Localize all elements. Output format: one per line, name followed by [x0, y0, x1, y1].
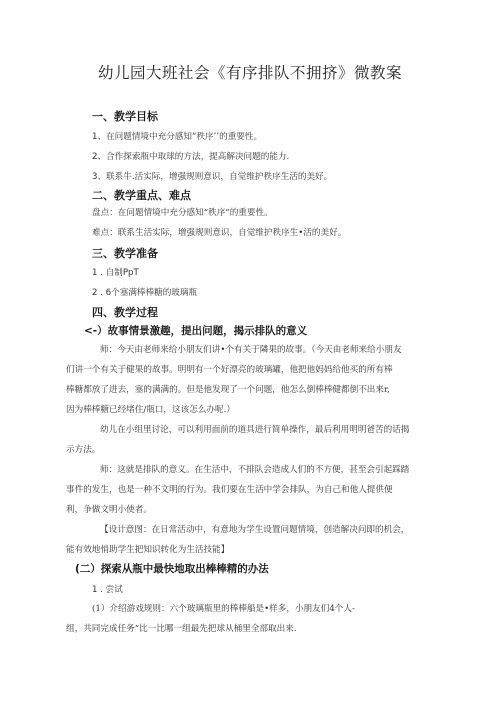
section-heading-key-points: 二、教学重点、难点 — [92, 189, 191, 202]
objective-item: 3、联系牛.活实际，增强规则意识，自觉维护秩序生活的美好。 — [92, 172, 333, 182]
design-intent-line: 能有效地悄助学生把知识转化为生活技能】 — [66, 545, 230, 555]
paragraph-line: 组，共同完成任务“比一比哪一组最先把球从桶里全部取出来. — [66, 624, 297, 634]
subsection-heading-story: <-）故事情景激趣，提出问题，揭示排队的意义 — [84, 325, 308, 337]
subsection-heading-explore: (二）探索从瓶中最快地取出棒棒精的办法 — [75, 563, 269, 575]
paragraph-line: 师：这就是排队的意义。在生活中，不排队会造成人们的不方便，甚至会引起踩踏 — [100, 465, 410, 475]
paragraph-line: 示方法。 — [66, 445, 101, 455]
preparation-item: 2 . 6个塞满棒棒糖的玻璃瓶 — [92, 288, 198, 298]
objective-item: 2、合作探索瓶中取球的方法，提高解决问题的能力. — [92, 152, 290, 162]
paragraph-line: 事件的发生，也是一种不文明的行为。我们要在生活中学会排队，为自己和他人提供便 — [66, 485, 393, 495]
paragraph-line: (1）介绍游戏规则：六个玻璃瓶里的棒棒船是•样多，小朋友们4个人- — [92, 604, 355, 614]
document-title: 幼儿园大班社会《有序排队不拥挤》微教案 — [97, 64, 402, 82]
paragraph-line: 因为棒棒糖已经堵住/瓶口，这该怎么办呢.） — [66, 405, 235, 415]
preparation-item: 1 . 自制PpT — [92, 268, 139, 278]
design-intent-line: 【设计意图：在日常活动中，有意地为学生设置问题情境，创造解决问即的机会， — [100, 525, 410, 535]
objective-item: 1、在问题情境中充分感知“秩序’’的重要性。 — [92, 132, 263, 142]
paragraph-line: 棒糖都放了进去，塞的满满的。但是他发现了一个问题，他怎么倒棒棒健都倒不出来r, — [66, 385, 390, 395]
section-heading-process: 四、教学过程 — [92, 306, 158, 319]
paragraph-line: 幼儿在小组里讨论，可以利用面前的道具进行简单操作，最后利用明明爸苦的话揭 — [100, 425, 410, 435]
step-item: 1 . 尝试 — [92, 585, 123, 595]
difficulty-text: 难点：联系生活实际，增强规则意识，自觉维护秩序生•活的美好。 — [92, 228, 347, 238]
section-heading-preparation: 三、教学准备 — [92, 247, 158, 260]
paragraph-line: 师：今天由老师来给小朋友们讲•个有关于隣果的故事。（今天由老师来给小朋友 — [100, 345, 402, 355]
key-point-text: 盘点：在问题情境中充分感知“秩序”的重要性。 — [92, 208, 273, 218]
section-heading-objectives: 一、教学目标 — [92, 110, 158, 123]
paragraph-line: 利，争做文明小使者。 — [66, 505, 152, 515]
paragraph-line: 们讲一个有关于健果的故事。明明有一个好漂亮的玻璃罐，他把他妈妈给他买的所有棒 — [66, 365, 393, 375]
